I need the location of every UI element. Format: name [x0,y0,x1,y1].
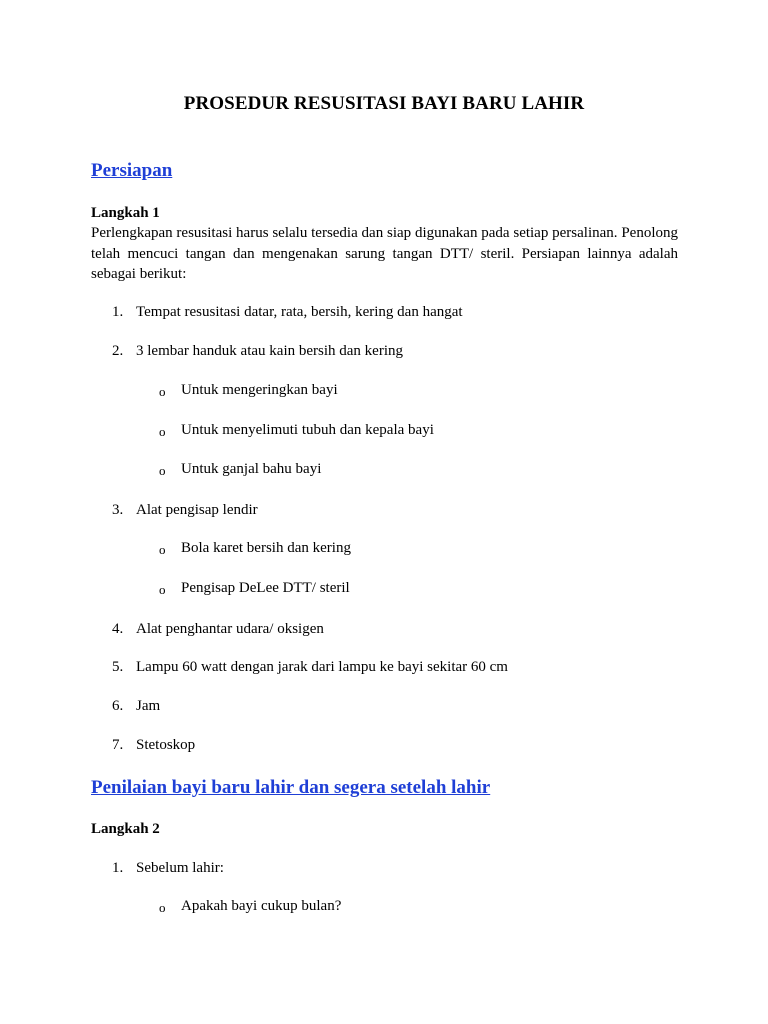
list-number: 3. [112,502,124,518]
list-item: Sebelum lahir: [136,860,224,876]
bullet-marker: o [159,582,166,597]
sub-list-item: Untuk menyelimuti tubuh dan kepala bayi [181,422,434,438]
bullet-marker: o [159,424,166,439]
list-item: Jam [136,698,161,714]
section-heading-penilaian[interactable]: Penilaian bayi baru lahir dan segera setelah lahir [91,777,491,798]
bullet-marker: o [159,542,166,557]
step-label-1: Langkah 1 [91,205,160,221]
list-item: 3 lembar handuk atau kain bersih dan kering [136,343,403,359]
list-item: Lampu 60 watt dengan jarak dari lampu ke bayi sekitar 60 cm [136,659,508,675]
sub-list-item: Untuk ganjal bahu bayi [181,461,322,477]
list-item: Alat pengisap lendir [136,502,258,518]
bullet-marker: o [159,900,166,915]
step-label-2: Langkah 2 [91,821,160,837]
section-heading-persiapan[interactable]: Persiapan [91,160,173,181]
list-number: 4. [112,621,124,637]
list-item: Tempat resusitasi datar, rata, bersih, kering dan hangat [136,304,463,320]
list-item: Stetoskop [136,737,196,753]
sub-list-item: Untuk mengeringkan bayi [181,382,338,398]
list-number: 1. [112,860,124,876]
document-title: PROSEDUR RESUSITASI BAYI BARU LAHIR [183,93,585,114]
intro-paragraph: Perlengkapan resusitasi harus selalu tersedia dan siap digunakan pada setiap persalinan. Penolong telah mencuci tangan dan mengenakan sarung tangan DTT/ steril. Persiapan lainnya adalah sebagai berikut: [91,225,678,282]
bullet-marker: o [159,463,166,478]
list-number: 2. [112,343,124,359]
sub-list-item: Apakah bayi cukup bulan? [181,898,342,914]
list-number: 5. [112,659,124,675]
list-item: Alat penghantar udara/ oksigen [136,621,324,637]
sub-list-item: Pengisap DeLee DTT/ steril [181,580,350,596]
list-number: 7. [112,737,124,753]
list-number: 6. [112,698,124,714]
sub-list-item: Bola karet bersih dan kering [181,540,351,556]
bullet-marker: o [159,384,166,399]
list-number: 1. [112,304,124,320]
